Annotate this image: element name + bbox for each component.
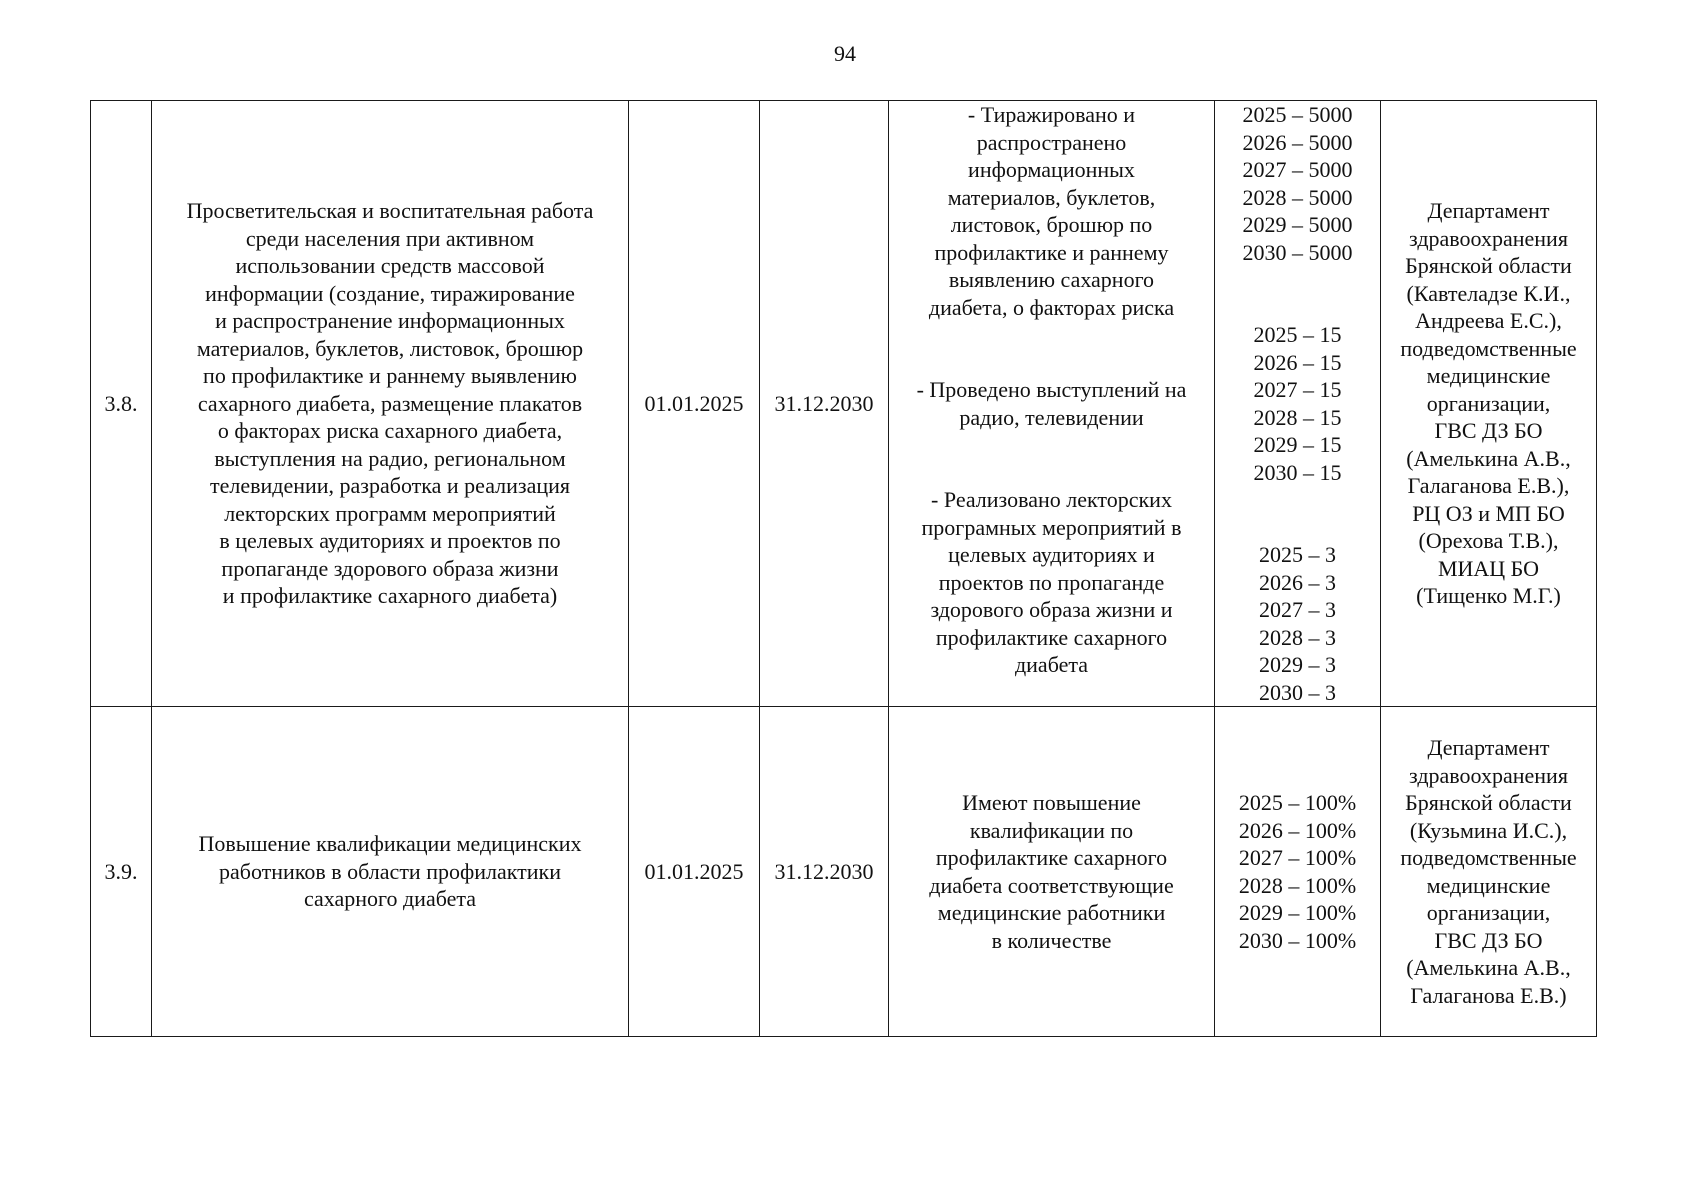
responsible-executors xyxy=(1381,707,1597,1037)
start-date: 01.01.2025 xyxy=(629,707,760,1037)
expected-results xyxy=(889,101,1215,707)
responsible-lines: Департамент здравоохранения Брянской области (Кавтеладзе К.И., Андреева Е.С.), подведомственные медицинские организации, ГВС ДЗ БО (Амелькина А.В., Галаганова Е.В.), РЦ ОЗ и МП БО (Орехова Т.В.), МИАЦ БО (Тищенко М.Г.) xyxy=(1400,198,1577,609)
result-block-1: - Тиражировано и распространено информационных материалов, буклетов, листовок, брошюр по профилактике и раннему выявлению сахарного диабета, о факторах риска xyxy=(928,102,1175,320)
table-row xyxy=(91,707,1597,1037)
responsible-executors xyxy=(1381,101,1597,707)
end-date: 31.12.2030 xyxy=(760,101,889,707)
measure-description-lines: Просветительская и воспитательная работа среди населения при активном использовании средств массовой информации (создание, тиражирование и распространение информационных материалов, буклетов, листовок, брошюр по профилактике и раннему выявлению сахарного диабета, размещение плакатов о факторах риска сахарного диабета, выступления на радио, региональном телевидении, разработка и реализация лекторских программ мероприятий в целевых аудиториях и проектов по пропаганде здорового образа жизни и профилактике сахарного диабета) xyxy=(186,198,594,609)
value-lines: 2025 – 100% 2026 – 100% 2027 – 100% 2028 – 100% 2029 – 100% 2030 – 100% xyxy=(1238,790,1357,953)
table-row xyxy=(91,101,1597,707)
page-number: 94 xyxy=(834,41,856,66)
target-values xyxy=(1215,101,1381,707)
measure-description xyxy=(152,101,629,707)
result-lines: Имеют повышение квалификации по профилактике сахарного диабета соответствующие медицинские работники в количестве xyxy=(929,790,1174,953)
row-number: 3.8. xyxy=(91,101,152,707)
start-date: 01.01.2025 xyxy=(629,101,760,707)
measures-table xyxy=(90,100,1597,1037)
result-block-3: - Реализовано лекторских програмных мероприятий в целевых аудиториях и проектов по пропаганде здорового образа жизни и профилактике сахарного диабета xyxy=(921,487,1182,677)
expected-results xyxy=(889,707,1215,1037)
measure-description xyxy=(152,707,629,1037)
end-date: 31.12.2030 xyxy=(760,707,889,1037)
result-block-2: - Проведено выступлений на радио, телевидении xyxy=(916,377,1187,430)
values-block-3: 2025 – 3 2026 – 3 2027 – 3 2028 – 3 2029 – 3 2030 – 3 xyxy=(1259,542,1336,705)
values-block-1: 2025 – 5000 2026 – 5000 2027 – 5000 2028 – 5000 2029 – 5000 2030 – 5000 xyxy=(1242,102,1353,265)
values-block-2: 2025 – 15 2026 – 15 2027 – 15 2028 – 15 2029 – 15 2030 – 15 xyxy=(1253,322,1342,485)
target-values xyxy=(1215,707,1381,1037)
responsible-lines: Департамент здравоохранения Брянской области (Кузьмина И.С.), подведомственные медицинские организации, ГВС ДЗ БО (Амелькина А.В., Галаганова Е.В.) xyxy=(1400,735,1577,1008)
measure-description-lines: Повышение квалификации медицинских работников в области профилактики сахарного диабета xyxy=(198,831,582,912)
row-number: 3.9. xyxy=(91,707,152,1037)
